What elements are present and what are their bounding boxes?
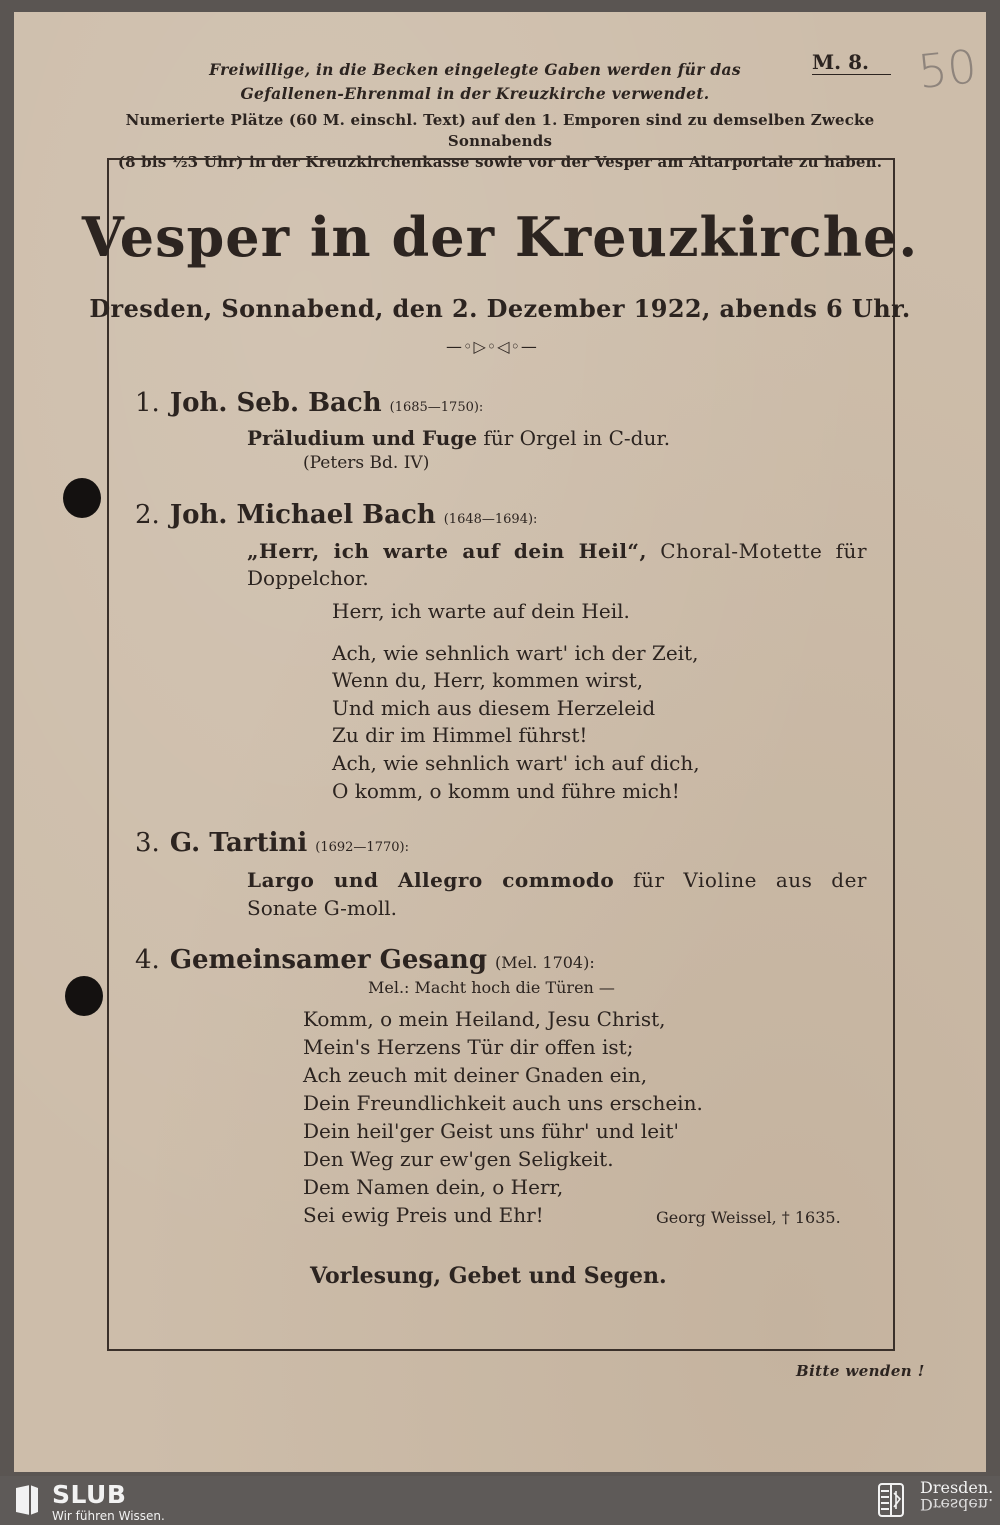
program-item-3-work: Largo und Allegro commodo für Violine aus der [247, 868, 867, 892]
hymn-line: Ach zeuch mit deiner Gnaden ein, [303, 1063, 648, 1087]
program-item-2-work-cont: Doppelchor. [247, 566, 369, 590]
brand-name[interactable]: SLUB [52, 1480, 127, 1509]
ornament-divider: —◦▷◦◁◦— [446, 337, 538, 356]
lyric-line: Zu dir im Himmel führst! [332, 723, 588, 747]
brand-tagline: Wir führen Wissen. [52, 1509, 165, 1523]
lyric-line: Ach, wie sehnlich wart' ich der Zeit, [332, 641, 699, 665]
program-item-2-heading: 2. Joh. Michael Bach (1648—1694): [135, 500, 538, 530]
dresden-crest-icon [878, 1483, 904, 1517]
event-date: Dresden, Sonnabend, den 2. Dezember 1922, abends 6 Uhr. [89, 294, 911, 323]
donation-notice: Freiwillige, in die Becken eingelegte Gaben werden für das Gefallenen-Ehrenmal in der Kreuzkirche verwendet. [209, 60, 741, 103]
hymn-title: Gemeinsamer Gesang [169, 945, 487, 975]
lyric-line: Wenn du, Herr, kommen wirst, [332, 668, 644, 692]
program-item-3-work-cont: Sonate G-moll. [247, 896, 398, 920]
program-item-1-work: Präludium und Fuge für Orgel in C-dur. [247, 426, 671, 450]
pencil-annotation: 50 [915, 39, 980, 99]
program-item-4-heading: 4. Gemeinsamer Gesang (Mel. 1704): [135, 945, 595, 975]
hymn-line: Komm, o mein Heiland, Jesu Christ, [303, 1007, 666, 1031]
page-title: Vesper in der Kreuzkirche. [81, 205, 919, 269]
lyric-line: Ach, wie sehnlich wart' ich auf dich, [332, 751, 700, 775]
footer-bar [0, 1476, 1000, 1525]
punch-hole [63, 478, 101, 518]
hymn-line: Sei ewig Preis und Ehr! [303, 1203, 544, 1227]
slub-logo-icon [14, 1484, 40, 1516]
dresden-logo-text[interactable]: Dresden. Dresden. [920, 1478, 994, 1514]
composer-name: G. Tartini [169, 828, 308, 858]
punch-hole [65, 976, 103, 1016]
composer-name: Joh. Seb. Bach [169, 388, 382, 418]
program-item-3-heading: 3. G. Tartini (1692—1770): [135, 828, 409, 858]
closing-line: Vorlesung, Gebet und Segen. [310, 1263, 667, 1289]
hymn-line: Den Weg zur ew'gen Seligkeit. [303, 1147, 614, 1171]
melody-note: Mel.: Macht hoch die Türen — [368, 978, 615, 997]
lyric-line: Und mich aus diesem Herzeleid [332, 696, 656, 720]
seating-notice: Numerierte Plätze (60 M. einschl. Text) auf den 1. Emporen sind zu demselben Zwecke Sonnabends (8 bis ½3 Uhr) in der Kreuzkirchenkasse sowie vor der Vesper am Altarportale zu haben. [117, 111, 883, 171]
program-item-2-work: „Herr, ich warte auf dein Heil“, Choral-Motette für [247, 539, 868, 563]
hymn-line: Mein's Herzens Tür dir offen ist; [303, 1035, 634, 1059]
hymn-line: Dein Freundlichkeit auch uns erschein. [303, 1091, 703, 1115]
turn-over-note: Bitte wenden ! [796, 1362, 925, 1380]
program-item-1-edition: (Peters Bd. IV) [303, 453, 430, 473]
hymn-author: Georg Weissel, † 1635. [656, 1208, 841, 1227]
hymn-line: Dem Namen dein, o Herr, [303, 1175, 564, 1199]
lyric-line: O komm, o komm und führe mich! [332, 779, 680, 803]
hymn-line: Dein heil'ger Geist uns führ' und leit' [303, 1119, 679, 1143]
composer-name: Joh. Michael Bach [169, 500, 436, 530]
lyric-line: Herr, ich warte auf dein Heil. [332, 599, 630, 623]
price-label: M. 8. [812, 50, 891, 75]
program-item-1-heading: 1. Joh. Seb. Bach (1685—1750): [135, 388, 484, 418]
